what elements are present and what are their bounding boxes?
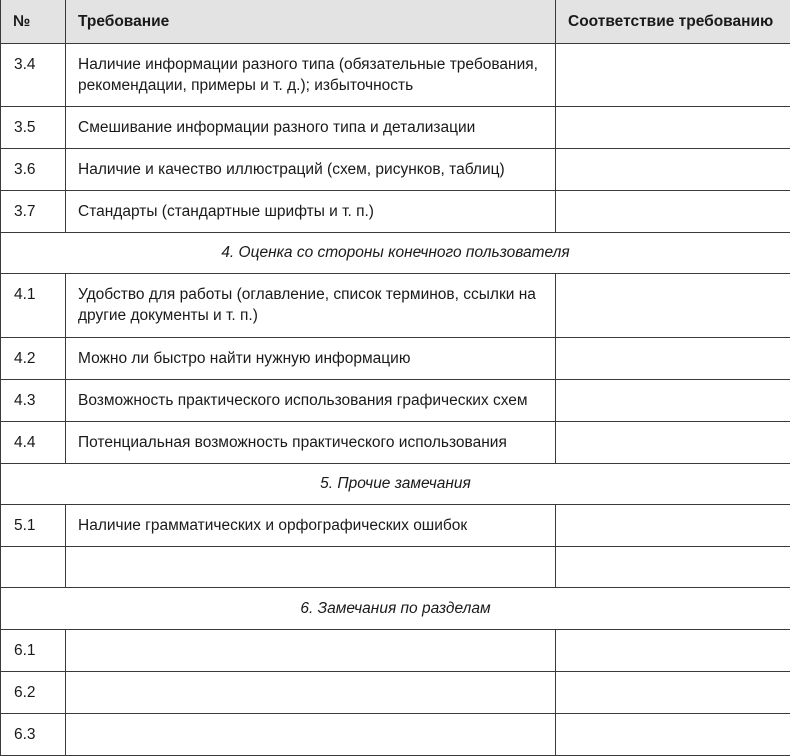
row-compliance-cell bbox=[556, 337, 790, 379]
row-number-cell: 4.2 bbox=[1, 337, 66, 379]
row-compliance-cell bbox=[556, 148, 790, 190]
table-row bbox=[1, 629, 790, 671]
row-number-cell: 3.5 bbox=[1, 106, 66, 148]
section-row bbox=[1, 463, 790, 504]
table-row bbox=[1, 337, 790, 379]
row-requirement-cell: Удобство для работы (оглавление, список терминов, ссылки на другие документы и т. п.) bbox=[66, 273, 556, 337]
row-compliance-cell bbox=[556, 43, 790, 106]
table-row bbox=[1, 379, 790, 421]
header-requirement: Требование bbox=[66, 0, 556, 43]
table-row bbox=[1, 106, 790, 148]
section-title: 4. Оценка со стороны конечного пользователя bbox=[221, 244, 570, 261]
section-row bbox=[1, 232, 790, 273]
row-requirement-cell: Стандарты (стандартные шрифты и т. п.) bbox=[66, 190, 556, 232]
row-requirement-cell: Потенциальная возможность практического использования bbox=[66, 421, 556, 463]
table-row bbox=[1, 43, 790, 106]
row-requirement-cell: Наличие грамматических и орфографических ошибок bbox=[66, 504, 556, 546]
row-requirement-cell: Возможность практического использования графических схем bbox=[66, 379, 556, 421]
row-number-cell: 3.7 bbox=[1, 190, 66, 232]
table-row bbox=[1, 273, 790, 337]
row-requirement-cell bbox=[66, 713, 556, 755]
row-requirement-cell bbox=[66, 546, 556, 587]
row-compliance-cell bbox=[556, 671, 790, 713]
row-compliance-cell bbox=[556, 273, 790, 337]
table-row bbox=[1, 504, 790, 546]
table-row bbox=[1, 713, 790, 755]
row-number-cell bbox=[1, 546, 66, 587]
table-row bbox=[1, 421, 790, 463]
row-number-cell: 4.3 bbox=[1, 379, 66, 421]
section-title: 5. Прочие замечания bbox=[320, 475, 471, 492]
table-row bbox=[1, 671, 790, 713]
row-compliance-cell bbox=[556, 379, 790, 421]
section-title-cell bbox=[1, 232, 790, 273]
row-requirement-cell: Наличие и качество иллюстраций (схем, рисунков, таблиц) bbox=[66, 148, 556, 190]
row-compliance-cell bbox=[556, 190, 790, 232]
row-number-cell: 3.4 bbox=[1, 43, 66, 106]
row-requirement-cell: Можно ли быстро найти нужную информацию bbox=[66, 337, 556, 379]
section-row bbox=[1, 587, 790, 629]
header-number: № bbox=[1, 0, 66, 43]
row-requirement-cell: Смешивание информации разного типа и детализации bbox=[66, 106, 556, 148]
row-number-cell: 5.1 bbox=[1, 504, 66, 546]
header-compliance: Соответствие требованию bbox=[556, 0, 790, 43]
section-title: 6. Замечания по разделам bbox=[300, 599, 491, 617]
row-compliance-cell bbox=[556, 504, 790, 546]
row-compliance-cell bbox=[556, 713, 790, 755]
row-number-cell: 6.2 bbox=[1, 671, 66, 713]
table-row bbox=[1, 546, 790, 587]
table-body bbox=[1, 43, 790, 755]
section-title-cell bbox=[1, 463, 790, 504]
row-number-cell: 4.4 bbox=[1, 421, 66, 463]
row-number-cell: 6.3 bbox=[1, 713, 66, 755]
row-compliance-cell bbox=[556, 546, 790, 587]
table-row bbox=[1, 148, 790, 190]
row-number-cell: 6.1 bbox=[1, 629, 66, 671]
table-header-row bbox=[1, 0, 790, 43]
section-title-cell bbox=[1, 587, 790, 629]
row-requirement-cell bbox=[66, 671, 556, 713]
table-row bbox=[1, 190, 790, 232]
row-compliance-cell bbox=[556, 629, 790, 671]
row-compliance-cell bbox=[556, 421, 790, 463]
row-requirement-cell bbox=[66, 629, 556, 671]
row-number-cell: 4.1 bbox=[1, 273, 66, 337]
row-compliance-cell bbox=[556, 106, 790, 148]
row-requirement-cell: Наличие информации разного типа (обязательные требования, рекомендации, примеры и т. д.); избыточность bbox=[66, 43, 556, 106]
row-number-cell: 3.6 bbox=[1, 148, 66, 190]
